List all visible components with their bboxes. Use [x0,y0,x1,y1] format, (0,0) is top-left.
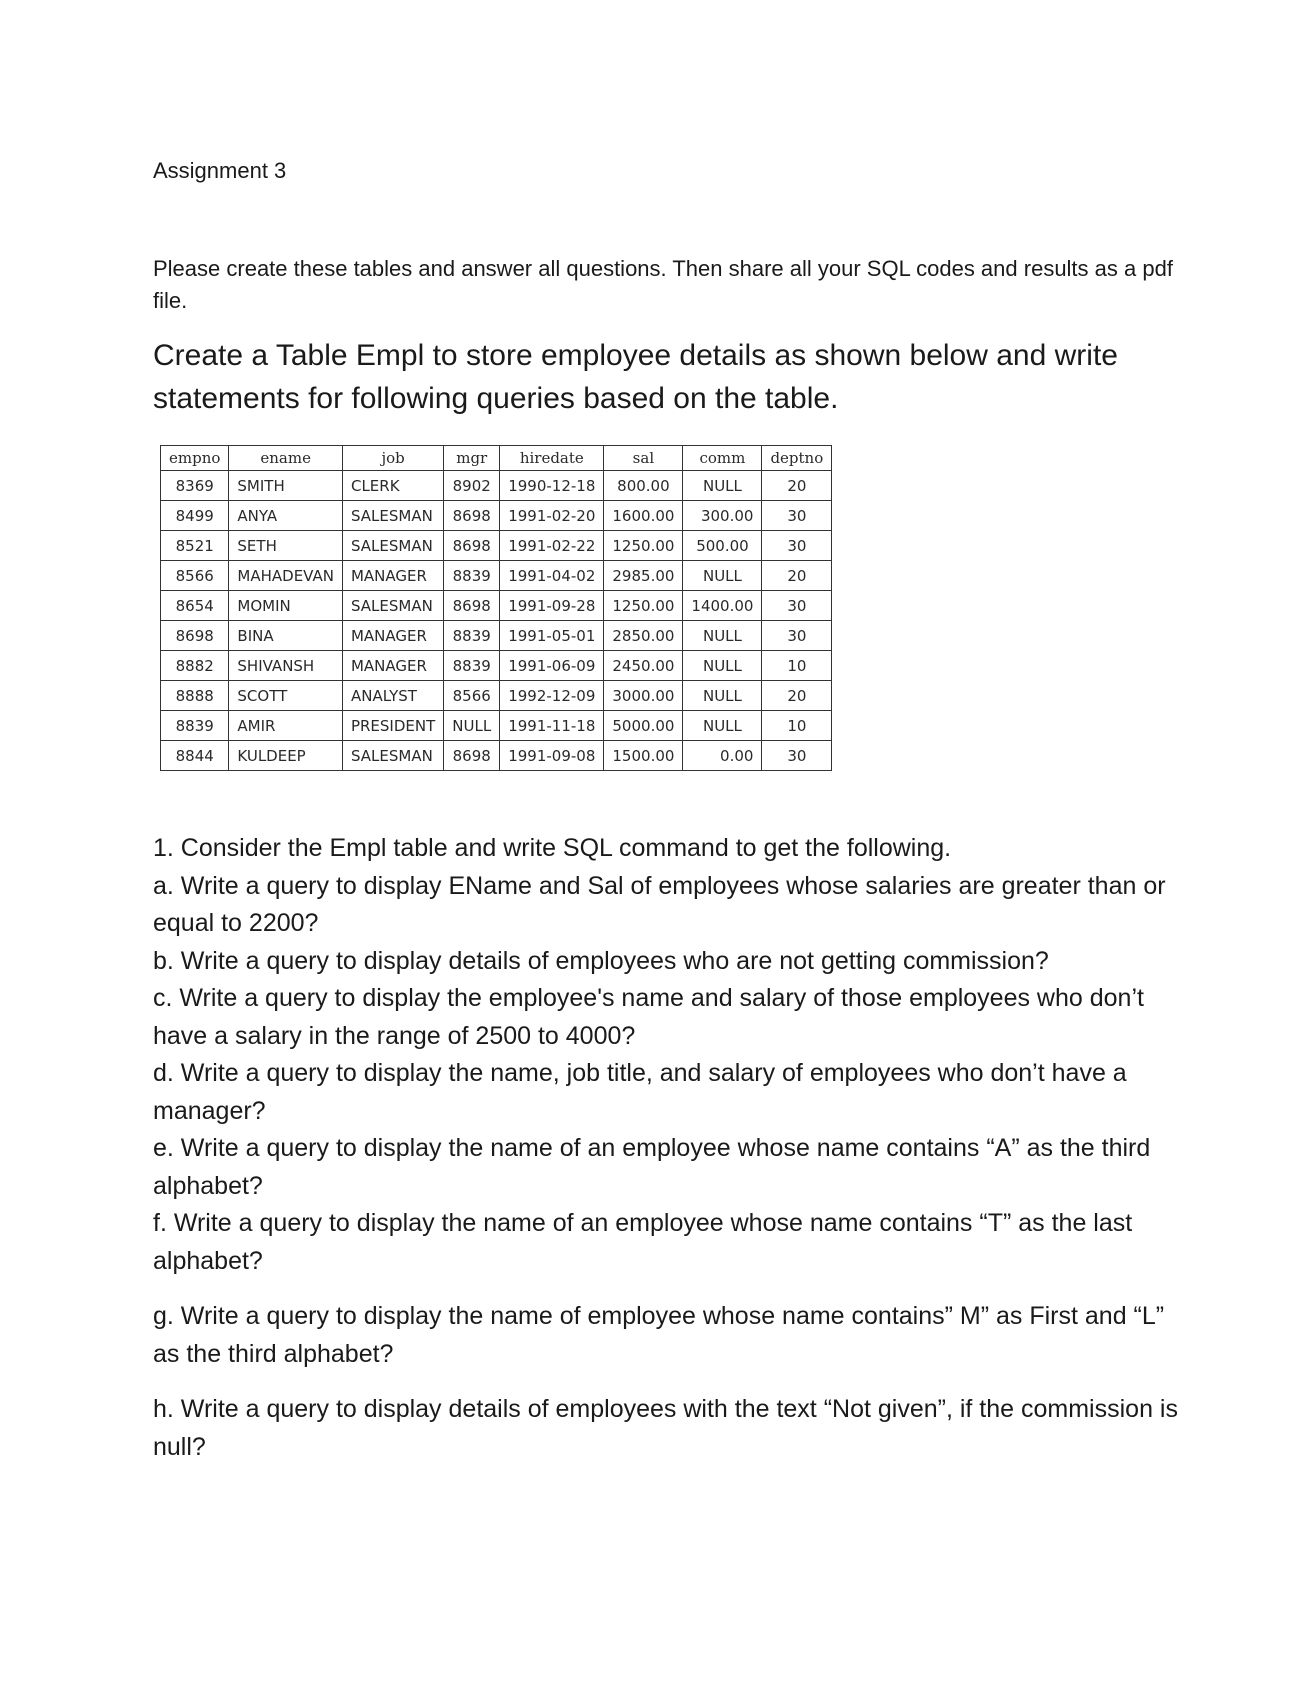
question-a: a. Write a query to display EName and Sal of employees whose salaries are greater than or equal to 2200? [153,871,1166,937]
cell-comm: 300.00 [683,501,762,531]
cell-empno: 8888 [161,681,229,711]
cell-ename: BINA [229,621,343,651]
cell-sal: 1250.00 [604,531,683,561]
cell-job: CLERK [342,471,443,501]
table-row [161,681,832,711]
cell-mgr: 8698 [444,501,500,531]
questions-section [153,830,1183,1466]
cell-hiredate: 1991-04-02 [500,561,604,591]
cell-job: PRESIDENT [342,711,443,741]
cell-comm: 1400.00 [683,591,762,621]
cell-ename: MOMIN [229,591,343,621]
table-row [161,711,832,741]
table-row [161,741,832,771]
cell-comm: NULL [683,651,762,681]
cell-deptno: 20 [762,561,832,591]
cell-mgr: 8839 [444,651,500,681]
question-1: 1. Consider the Empl table and write SQL command to get the following. [153,834,952,862]
cell-sal: 2850.00 [604,621,683,651]
table-row [161,591,832,621]
question-d: d. Write a query to display the name, job title, and salary of employees who don’t have a manager? [153,1059,1127,1125]
header-job: job [342,446,443,471]
cell-deptno: 10 [762,711,832,741]
cell-job: ANALYST [342,681,443,711]
table-row [161,501,832,531]
cell-empno: 8566 [161,561,229,591]
header-mgr: mgr [444,446,500,471]
cell-sal: 2985.00 [604,561,683,591]
cell-hiredate: 1991-05-01 [500,621,604,651]
cell-sal: 800.00 [604,471,683,501]
cell-empno: 8698 [161,621,229,651]
cell-ename: SMITH [229,471,343,501]
cell-hiredate: 1990-12-18 [500,471,604,501]
cell-comm: NULL [683,471,762,501]
intro-paragraph: Please create these tables and answer all questions. Then share all your SQL codes and results as a pdf file. [153,256,1173,313]
cell-deptno: 30 [762,531,832,561]
cell-hiredate: 1991-09-08 [500,741,604,771]
cell-deptno: 30 [762,591,832,621]
header-comm: comm [683,446,762,471]
cell-job: MANAGER [342,651,443,681]
question-f: f. Write a query to display the name of an employee whose name contains “T” as the last alphabet? [153,1209,1133,1275]
cell-mgr: 8902 [444,471,500,501]
table-row [161,471,832,501]
cell-ename: SHIVANSH [229,651,343,681]
cell-hiredate: 1991-02-20 [500,501,604,531]
cell-mgr: 8839 [444,621,500,651]
table-row [161,621,832,651]
header-hiredate: hiredate [500,446,604,471]
table-row [161,651,832,681]
cell-comm: 500.00 [683,531,762,561]
cell-empno: 8839 [161,711,229,741]
cell-job: SALESMAN [342,531,443,561]
cell-comm: NULL [683,711,762,741]
cell-job: MANAGER [342,621,443,651]
cell-deptno: 20 [762,471,832,501]
document-title: Assignment 3 [153,158,287,183]
question-c: c. Write a query to display the employee's name and salary of those employees who don’t have a salary in the range of 2500 to 4000? [153,984,1144,1050]
table-header-row [161,446,832,471]
cell-sal: 1600.00 [604,501,683,531]
cell-mgr: 8698 [444,531,500,561]
cell-job: SALESMAN [342,501,443,531]
cell-ename: SCOTT [229,681,343,711]
cell-deptno: 20 [762,681,832,711]
cell-hiredate: 1992-12-09 [500,681,604,711]
cell-job: MANAGER [342,561,443,591]
cell-mgr: 8698 [444,741,500,771]
question-b: b. Write a query to display details of employees who are not getting commission? [153,946,1049,975]
header-empno: empno [161,446,229,471]
cell-ename: SETH [229,531,343,561]
cell-hiredate: 1991-11-18 [500,711,604,741]
cell-sal: 2450.00 [604,651,683,681]
cell-hiredate: 1991-02-22 [500,531,604,561]
cell-sal: 1500.00 [604,741,683,771]
cell-ename: AMIR [229,711,343,741]
cell-empno: 8521 [161,531,229,561]
cell-sal: 5000.00 [604,711,683,741]
empl-table [160,445,832,771]
table-row [161,561,832,591]
table-row [161,531,832,561]
question-g: g. Write a query to display the name of employee whose name contains” M” as First and “L” as the third alphabet? [153,1302,1165,1368]
cell-comm: NULL [683,561,762,591]
cell-comm: NULL [683,681,762,711]
cell-sal: 1250.00 [604,591,683,621]
cell-comm: 0.00 [683,741,762,771]
cell-ename: MAHADEVAN [229,561,343,591]
cell-sal: 3000.00 [604,681,683,711]
cell-ename: ANYA [229,501,343,531]
cell-ename: KULDEEP [229,741,343,771]
cell-mgr: NULL [444,711,500,741]
section-heading: Create a Table Empl to store employee details as shown below and write statements for following queries based on the table. [153,339,1118,415]
header-sal: sal [604,446,683,471]
cell-empno: 8882 [161,651,229,681]
cell-deptno: 10 [762,651,832,681]
question-e: e. Write a query to display the name of an employee whose name contains “A” as the third alphabet? [153,1134,1151,1200]
header-deptno: deptno [762,446,832,471]
cell-empno: 8654 [161,591,229,621]
cell-empno: 8369 [161,471,229,501]
cell-hiredate: 1991-06-09 [500,651,604,681]
cell-mgr: 8839 [444,561,500,591]
cell-job: SALESMAN [342,741,443,771]
cell-deptno: 30 [762,501,832,531]
cell-job: SALESMAN [342,591,443,621]
header-ename: ename [229,446,343,471]
cell-comm: NULL [683,621,762,651]
cell-empno: 8499 [161,501,229,531]
cell-deptno: 30 [762,621,832,651]
cell-deptno: 30 [762,741,832,771]
cell-empno: 8844 [161,741,229,771]
cell-mgr: 8698 [444,591,500,621]
question-h: h. Write a query to display details of employees with the text “Not given”, if the commission is null? [153,1395,1178,1461]
cell-mgr: 8566 [444,681,500,711]
cell-hiredate: 1991-09-28 [500,591,604,621]
